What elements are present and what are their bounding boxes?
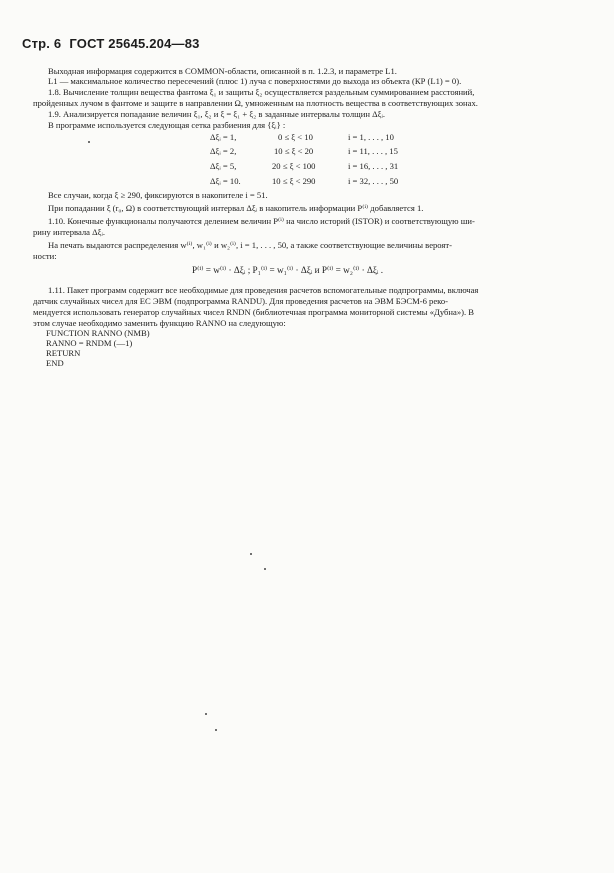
paragraph-line: 1.9. Анализируется попадание величин ξ₁, ξ₂ и ξ = ξ₁ + ξ₂ в заданные интервалы толщин Δξᵢ. [48,109,386,119]
page-number: Стр. 6 [22,36,62,51]
paragraph-line: Выходная информация содержится в COMMON-области, описанной в п. 1.2.3, и параметре L1. [48,66,397,76]
paragraph-line: этом случае необходимо заменить функцию RANNO на следующую: [33,318,286,328]
grid-index: i = 1, . . . , 10 [348,132,394,142]
paragraph-line: При попадании ξ (r₀, Ω) в соответствующий интервал Δξᵢ в накопитель информации P⁽ⁱ⁾ добавляется 1. [48,203,424,213]
paragraph-line: В программе используется следующая сетка разбиения для {ξᵢ} : [48,120,286,130]
scan-speck [250,553,252,555]
grid-index: i = 16, . . . , 31 [348,161,399,171]
scan-speck [215,729,217,731]
code-line: RETURN [46,348,81,358]
scan-speck [88,141,90,143]
paragraph-line: пройденных лучом в фантоме и защите в направлении Ω, умноженным на плотность вещества в соответствующих зонах. [33,98,478,108]
paragraph-line: Все случаи, когда ξ ≥ 290, фиксируются в накопителе i = 51. [48,190,268,200]
grid-range: 0 ≤ ξ < 10 [278,132,313,142]
paragraph-line: мендуется использовать генератор случайных чисел RNDN (библиотечная программа мониторной системы «Дубна»). В [33,307,475,317]
grid-range: 20 ≤ ξ < 100 [272,161,316,171]
code-line: END [46,358,64,368]
grid-step: Δξᵢ = 2, [210,146,237,156]
grid-index: i = 32, . . . , 50 [348,176,399,186]
grid-range: 10 ≤ ξ < 290 [272,176,316,186]
code-line: RANNO = RNDM (—1) [46,338,133,348]
paragraph-line: датчик случайных чисел для ЕС ЭВМ (подпрограмма RANDU). Для проведения расчетов на ЭВМ БЭСМ-6 реко- [33,296,449,306]
probability-formula: P⁽ⁱ⁾ = w⁽ⁱ⁾ · Δξᵢ ; P₁⁽ⁱ⁾ = w₁⁽ⁱ⁾ · Δξᵢ и P⁽ⁱ⁾ = w₂⁽ⁱ⁾ · Δξᵢ . [192,265,384,275]
paragraph-line: 1.10. Конечные функционалы получаются делением величин P⁽ⁱ⁾ на число историй (ISTOR) и соответствующую ши- [48,216,475,226]
grid-step: Δξᵢ = 10. [210,176,241,186]
paragraph-line: ности: [33,251,57,261]
grid-step: Δξᵢ = 5, [210,161,237,171]
paragraph-line: 1.11. Пакет программ содержит все необходимые для проведения расчетов вспомогательные подпрограммы, включая [48,285,479,295]
paragraph-line: На печать выдаются распределения w⁽ⁱ⁾, w₁⁽ⁱ⁾ и w₂⁽ⁱ⁾, i = 1, . . . , 50, а также соответствующие величины вероят- [48,240,453,250]
document-code: ГОСТ 25645.204—83 [69,36,200,51]
grid-range: 10 ≤ ξ < 20 [274,146,314,156]
paragraph-line: рину интервала Δξᵢ. [33,227,106,237]
grid-index: i = 11, . . . , 15 [348,146,398,156]
page-header [22,36,200,51]
paragraph-line: 1.8. Вычисление толщин вещества фантома ξ₁ и защиты ξ₂ осуществляется раздельным суммированием расстояний, [48,87,475,97]
paragraph-line: L1 — максимальное количество пересечений (плюс 1) луча с поверхностями до выхода из объекта (КР (L1) = 0). [48,76,462,86]
scan-speck [264,568,266,570]
grid-step: Δξᵢ = 1, [210,132,237,142]
scan-speck [205,713,207,715]
code-line: FUNCTION RANNO (NMB) [46,328,150,338]
